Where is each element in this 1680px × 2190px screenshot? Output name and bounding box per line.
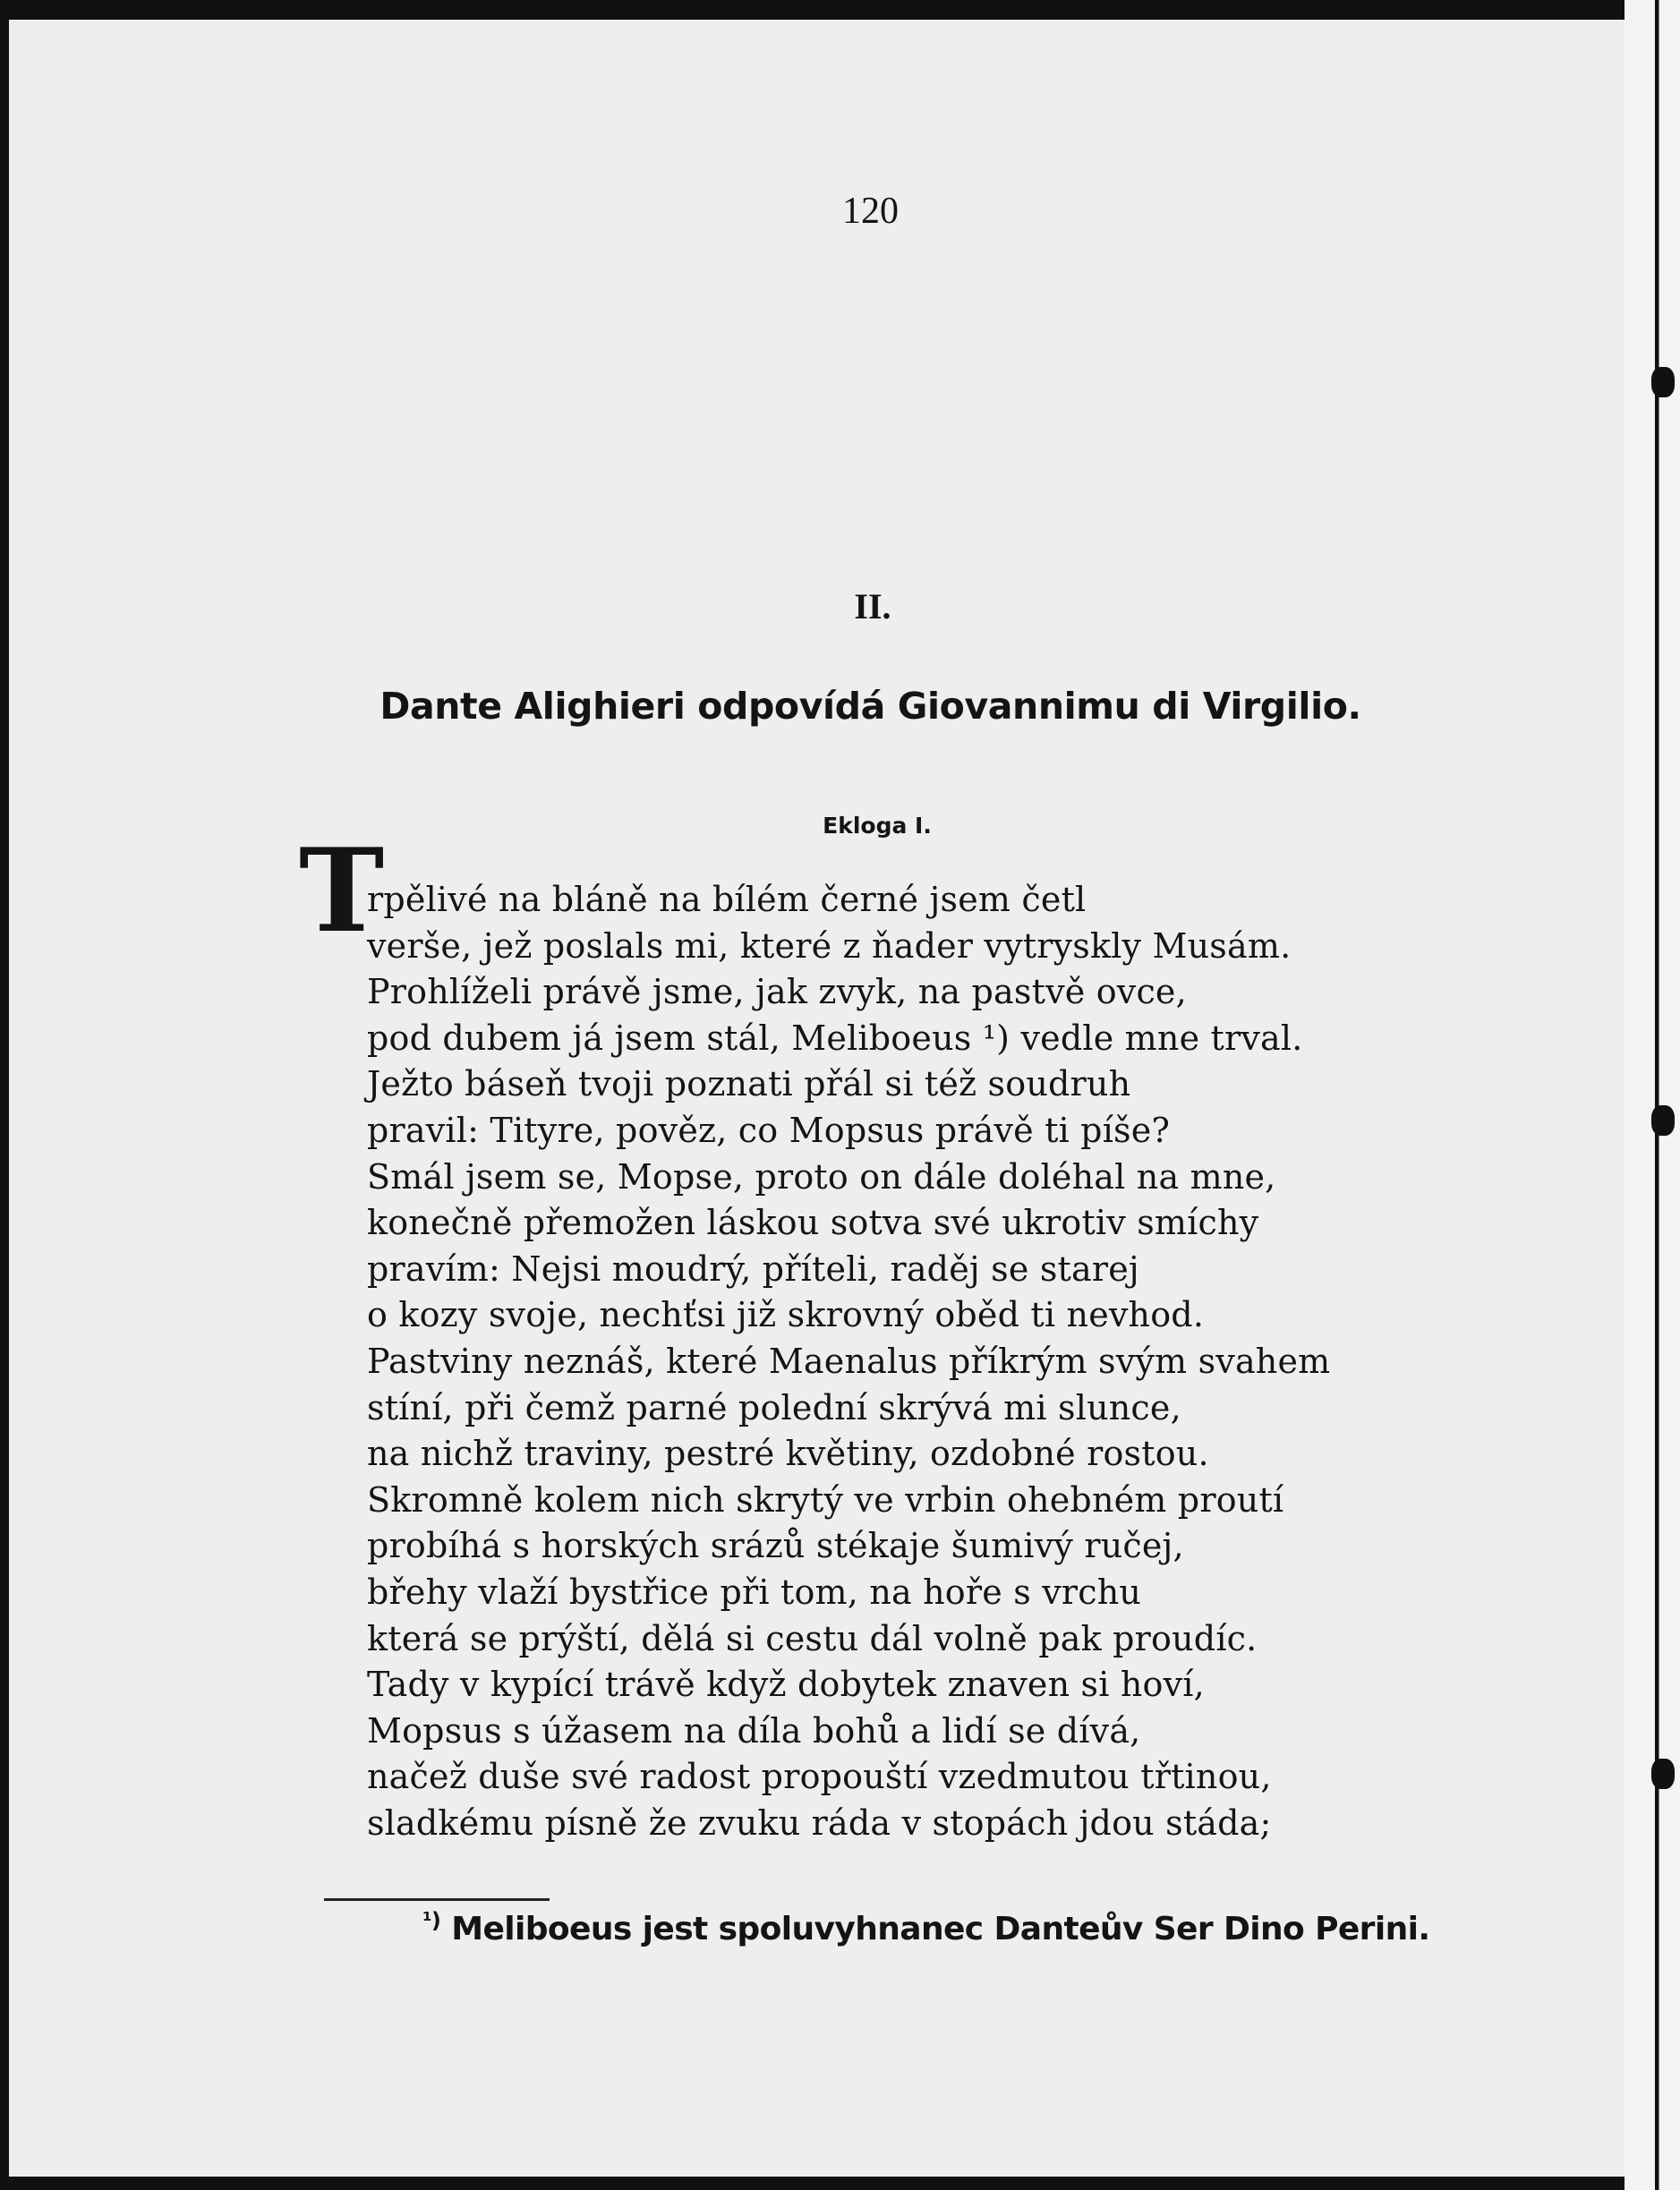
poem-line: načež duše své radost propouští vzedmutou třtinou, <box>367 1757 1272 1797</box>
footnote <box>422 1908 1429 1947</box>
poem-line: rpělivé na bláně na bílém černé jsem četl <box>367 880 1087 919</box>
poem-line: Mopsus s úžasem na díla bohů a lidí se dívá, <box>367 1710 1141 1751</box>
poem-line: probíhá s horských srázů stékaje šumivý ručej, <box>367 1526 1184 1566</box>
poem-line: Prohlíželi právě jsme, jak zvyk, na pastvě ovce, <box>367 972 1187 1012</box>
poem-line: Pastviny neznáš, které Maenalus příkrým svým svahem <box>367 1341 1331 1381</box>
binding-stitch <box>1651 367 1675 397</box>
poem-body <box>367 877 1432 1846</box>
poem-line: verše, jež poslals mi, které z ňader vytryskly Musám. <box>367 925 1292 966</box>
page-number: 120 <box>842 191 899 232</box>
poem-line: Skromně kolem nich skrytý ve vrbin ohebném proutí <box>367 1479 1284 1520</box>
poem-line: Tady v kypící trávě když dobytek znaven si hoví, <box>367 1665 1205 1705</box>
poem-line: o kozy svoje, nechťsi již skrovný oběd ti nevhod. <box>367 1295 1205 1335</box>
binding-stitch <box>1651 1105 1675 1136</box>
binding-spine <box>1625 0 1680 2190</box>
footnote-text: Meliboeus jest spoluvyhnanec Danteův Ser Dino Perini. <box>451 1911 1430 1947</box>
chapter-title: Dante Alighieri odpovídá Giovannimu di Virgilio. <box>379 685 1361 728</box>
binding-stitch <box>1651 1759 1675 1789</box>
footnote-marker: ¹) <box>422 1908 441 1933</box>
book-page <box>9 20 1625 2177</box>
poem-line: pod dubem já jsem stál, Meliboeus ¹) vedle mne trval. <box>367 1018 1303 1058</box>
footnote-divider <box>324 1898 550 1901</box>
poem-line: Smál jsem se, Mopse, proto on dále doléhal na mne, <box>367 1156 1276 1197</box>
poem-line: která se prýští, dělá si cestu dál volně pak proudíc. <box>367 1618 1258 1658</box>
poem-line: sladkému písně že zvuku ráda v stopách jdou stáda; <box>367 1802 1272 1843</box>
poem-line: na nichž traviny, pestré květiny, ozdobné rostou. <box>367 1434 1209 1474</box>
poem-line: konečně přemožen láskou sotva své ukrotiv smíchy <box>367 1203 1259 1243</box>
poem-line: stíní, při čemž parné polední skrývá mi slunce, <box>367 1387 1181 1427</box>
poem-line: Ježto báseň tvoji poznati přál si též soudruh <box>367 1064 1131 1104</box>
section-number: II. <box>854 586 891 626</box>
poem-line: pravím: Nejsi moudrý, příteli, raděj se starej <box>367 1248 1139 1289</box>
poem-line: pravil: Tityre, pověz, co Mopsus právě ti píše? <box>367 1110 1171 1150</box>
drop-cap-initial: T <box>299 824 385 959</box>
eclogue-subtitle: Ekloga I. <box>823 813 932 839</box>
poem-line: břehy vlaží bystřice při tom, na hoře s vrchu <box>367 1572 1142 1612</box>
